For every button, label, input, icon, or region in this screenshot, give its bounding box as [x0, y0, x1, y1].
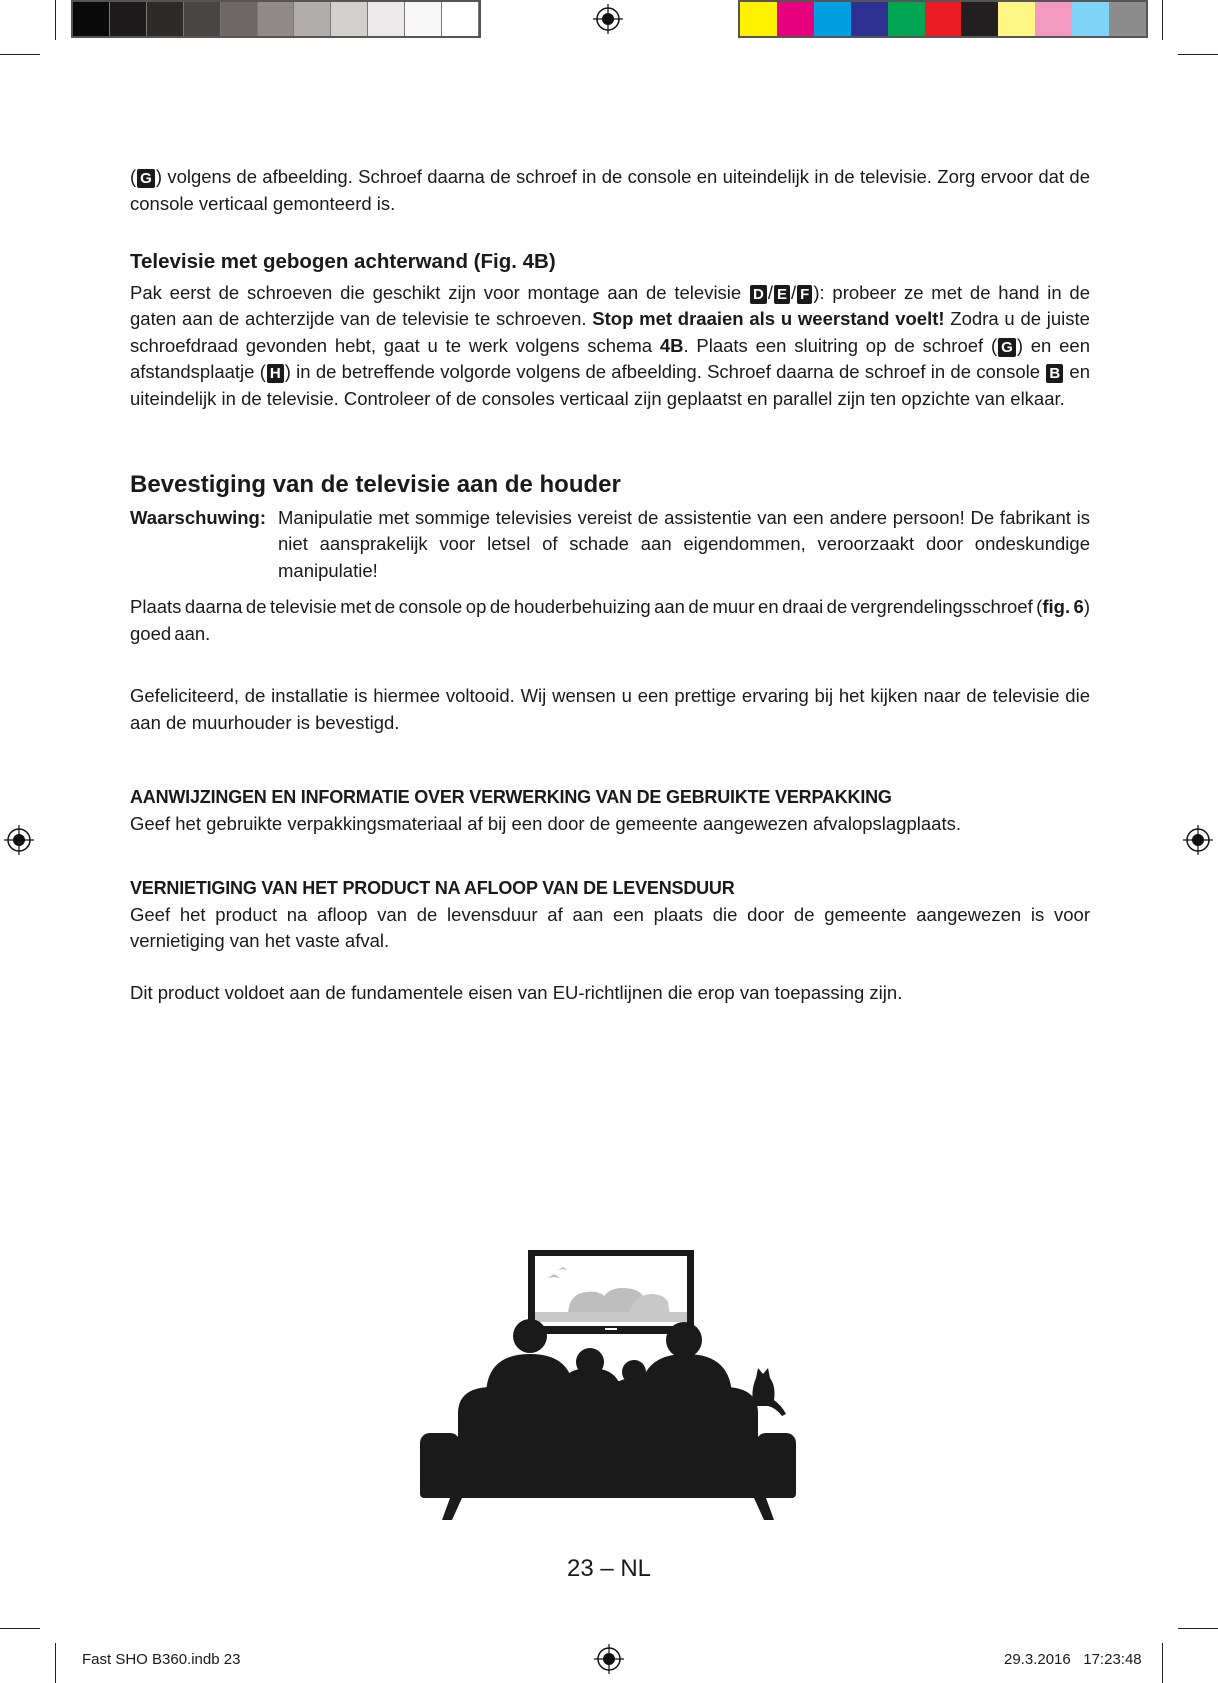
warning-block: [130, 505, 1090, 585]
family-watching-tv-illustration: [418, 1248, 798, 1523]
gray-swatch: [368, 2, 405, 36]
crop-mark: [1162, 1643, 1163, 1683]
packaging-title: AANWIJZINGEN EN INFORMATIE OVER VERWERKING VAN DE GEBRUIKTE VERPAKKING: [130, 787, 892, 807]
gray-swatch: [221, 2, 258, 36]
color-swatch: [925, 2, 962, 36]
grayscale-calibration-bar: [71, 0, 481, 38]
color-calibration-bar: [738, 0, 1148, 38]
gray-swatch: [147, 2, 184, 36]
crop-mark: [1162, 0, 1163, 40]
color-swatch: [814, 2, 851, 36]
crop-mark: [0, 54, 40, 55]
registration-mark-icon: [594, 1644, 624, 1674]
compliance-paragraph: Dit product voldoet aan de fundamentele eisen van EU-richtlijnen die erop van toepassing zijn.: [130, 982, 903, 1003]
curved-paragraph: Pak eerst de schroeven die geschikt zijn voor montage aan de televisie D / E / F ): probeer ze met de hand in de gaten aan de achterzijde van de televisie te schroeven. Stop met draaien als u weerstand voelt! Zodra u de juiste schroefdraad gevonden hebt, gaat u te werk volgens schema 4B. Plaats een sluitring op de schroef ( G ) en een afstandsplaatje ( H ) in de betreffende volgorde volgens de afbeelding. Schroef daarna de schroef in de console B en uiteindelijk in de televisie. Controleer of de consoles verticaal zijn geplaatst en parallel zijn ten opzichte van elkaar.: [130, 281, 1090, 409]
disposal-text: Geef het product na afloop van de levensduur af aan een plaats die door de gemeente aangewezen is voor vernietiging van het vaste afval.: [130, 903, 1090, 951]
color-swatch: [998, 2, 1035, 36]
curved-back-section: [130, 249, 1090, 412]
label-d: D: [750, 285, 767, 304]
packaging-text: Geef het gebruikte verpakkingsmateriaal af bij een door de gemeente aangewezen afvalopslagplaats.: [130, 812, 961, 834]
registration-mark-icon: [4, 825, 34, 855]
label-f: F: [797, 285, 812, 304]
packaging-section: [130, 784, 1090, 837]
color-swatch: [1109, 2, 1146, 36]
warning-label: Waarschuwing:: [130, 506, 267, 528]
label-g: G: [137, 169, 155, 188]
attach-paragraph: Plaats daarna de televisie met de console op de houderbehuizing aan de muur en draai de vergrendelingsschroef (fig. 6) goed aan.: [130, 596, 1090, 644]
gray-swatch: [73, 2, 110, 36]
intro-paragraph: ( G ) volgens de afbeelding. Schroef daarna de schroef in de console en uiteindelijk in de televisie. Zorg ervoor dat de console verticaal gemonteerd is.: [130, 166, 1090, 214]
gray-swatch: [184, 2, 221, 36]
warning-text: Manipulatie met sommige televisies vereist de assistentie van een andere persoon! De fabrikant is niet aansprakelijk voor letsel of schade aan eigendommen, veroorzaakt door ondeskundige manipulatie!: [278, 506, 1090, 581]
attach-section: [130, 472, 1090, 647]
disposal-section: [130, 875, 1090, 955]
gray-swatch: [331, 2, 368, 36]
registration-mark-icon: [1183, 825, 1213, 855]
color-swatch: [851, 2, 888, 36]
crop-mark: [1178, 54, 1218, 55]
label-h: H: [267, 364, 284, 383]
gray-swatch: [405, 2, 442, 36]
crop-mark: [0, 1628, 40, 1629]
label-g: G: [998, 338, 1016, 357]
label-b: B: [1046, 364, 1063, 383]
congrats-paragraph: Gefeliciteerd, de installatie is hiermee voltooid. Wij wensen u een prettige ervaring bij het kijken naar de televisie die aan de muurhouder is bevestigd.: [130, 685, 1090, 733]
section-title-attach: Bevestiging van de televisie aan de houder: [130, 471, 621, 498]
file-slug: Fast SHO B360.indb 23: [82, 1651, 241, 1668]
page-number: 23 – NL: [566, 1555, 652, 1582]
color-swatch: [740, 2, 777, 36]
crop-mark: [55, 0, 56, 40]
label-e: E: [774, 285, 790, 304]
gray-swatch: [110, 2, 147, 36]
color-swatch: [777, 2, 814, 36]
color-swatch: [888, 2, 925, 36]
crop-mark: [1178, 1628, 1218, 1629]
print-date: 29.3.2016 17:23:48: [1004, 1651, 1142, 1668]
gray-swatch: [294, 2, 331, 36]
registration-mark-icon: [593, 4, 623, 34]
gray-swatch: [442, 2, 479, 36]
section-title-curved: Televisie met gebogen achterwand (Fig. 4B): [130, 250, 556, 273]
gray-swatch: [258, 2, 295, 36]
crop-mark: [55, 1643, 56, 1683]
disposal-title: VERNIETIGING VAN HET PRODUCT NA AFLOOP VAN DE LEVENSDUUR: [130, 878, 735, 898]
color-swatch: [961, 2, 998, 36]
color-swatch: [1072, 2, 1109, 36]
color-swatch: [1035, 2, 1072, 36]
